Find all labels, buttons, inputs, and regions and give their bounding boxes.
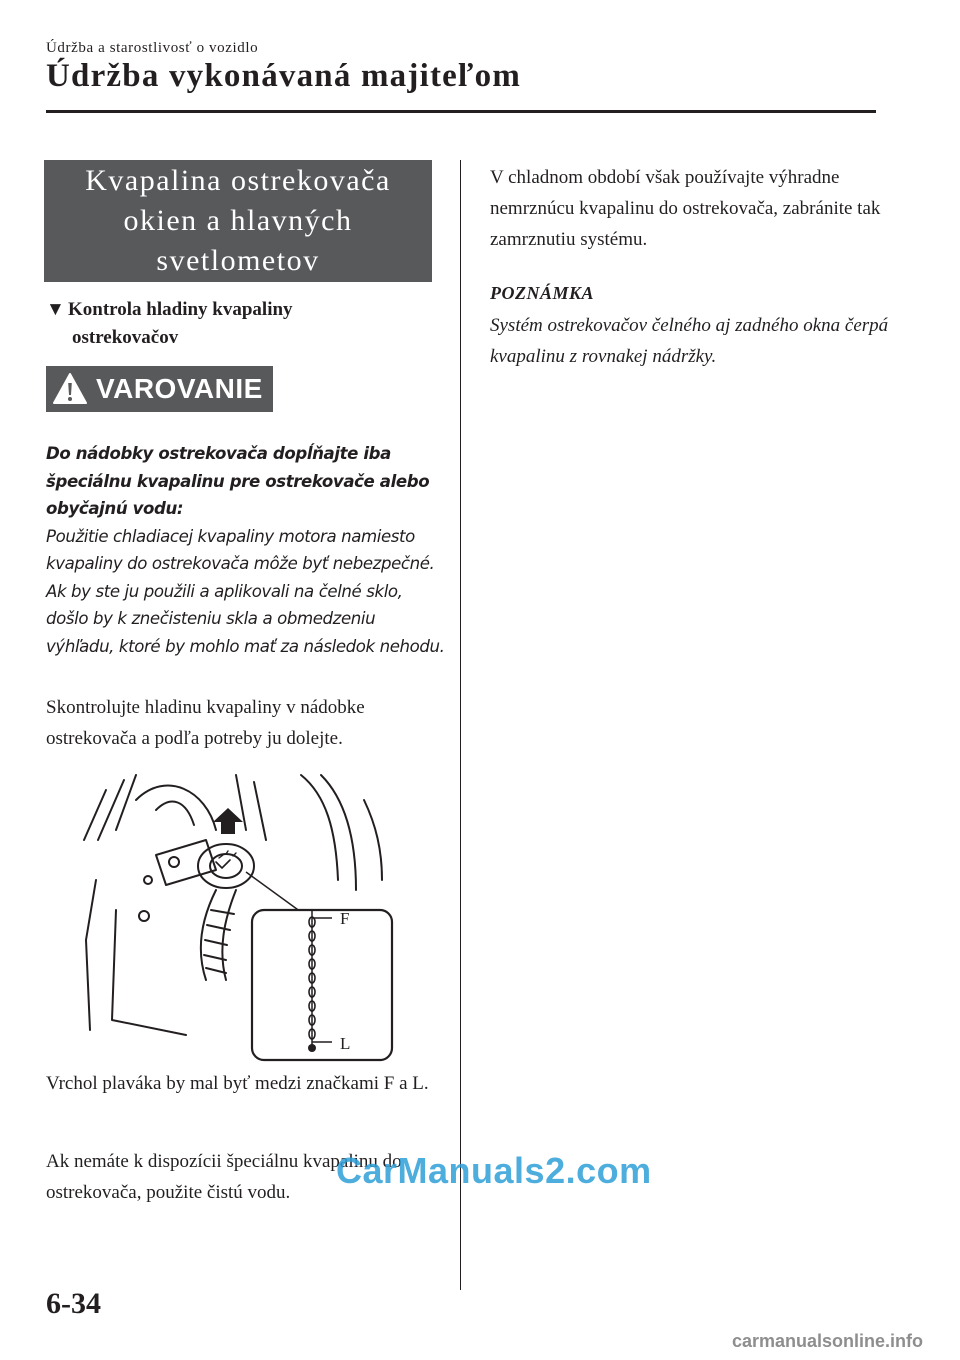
warning-bold-text: Do nádobky ostrekovača dopĺňajte iba špeciálnu kvapalinu pre ostrekovače alebo obyčajnú vodu: [46, 444, 430, 518]
page-number: 6-34 [46, 1287, 101, 1320]
footer-watermark: carmanualsonline.info [732, 1331, 924, 1351]
watermark: CarManuals2.com [336, 1150, 652, 1191]
section-title-line: svetlometov [156, 244, 320, 277]
warning-text [46, 440, 446, 660]
column-divider [460, 160, 461, 1290]
warning-badge [46, 366, 273, 412]
check-paragraph: Skontrolujte hladinu kvapaliny v nádobke ostrekovača a podľa potreby ju dolejte. [46, 697, 365, 749]
header-rule [46, 110, 876, 113]
breadcrumb: Údržba a starostlivosť o vozidlo [46, 40, 259, 56]
subheading-line: ostrekovačov [72, 327, 179, 348]
section-title [73, 161, 403, 281]
figure-label-full: F [340, 909, 350, 928]
section-title-box [44, 160, 432, 282]
warning-triangle-icon [52, 371, 88, 407]
washer-reservoir-figure [76, 770, 396, 1065]
section-title-line: okien a hlavných [123, 204, 353, 237]
subheading-line: Kontrola hladiny kvapaliny [68, 299, 293, 320]
note-heading: POZNÁMKA [490, 283, 595, 303]
triangle-marker-icon: ▼ [46, 299, 65, 320]
figure-label-low: L [340, 1034, 351, 1053]
arrow-up-icon [213, 808, 243, 834]
section-title-line: Kvapalina ostrekovača [85, 164, 391, 197]
warning-label: VAROVANIE [96, 373, 263, 404]
warning-body-text: Použitie chladiacej kvapaliny motora namiesto kvapaliny do ostrekovača môže byť nebezpečné. Ak by ste ju použili a aplikovali na čelné sklo, došlo by k znečisteniu skla a obmedzeniu výhľadu, ktoré by mohlo mať za následok nehodu. [46, 526, 445, 656]
water-paragraph: Ak nemáte k dispozícii špeciálnu kvapalinu do ostrekovača, použite čistú vodu. [46, 1151, 402, 1203]
float-paragraph: Vrchol plaváka by mal byť medzi značkami F a L. [46, 1073, 429, 1094]
cold-season-paragraph: V chladnom období však používajte výhradne nemrznúcu kvapalinu do ostrekovača, zabránite tak zamrznutiu systému. [490, 167, 881, 250]
subheading [46, 296, 446, 352]
note-text: Systém ostrekovačov čelného aj zadného okna čerpá kvapalinu z rovnakej nádržky. [490, 315, 889, 367]
page-title: Údržba vykonávaná majiteľom [46, 58, 522, 94]
